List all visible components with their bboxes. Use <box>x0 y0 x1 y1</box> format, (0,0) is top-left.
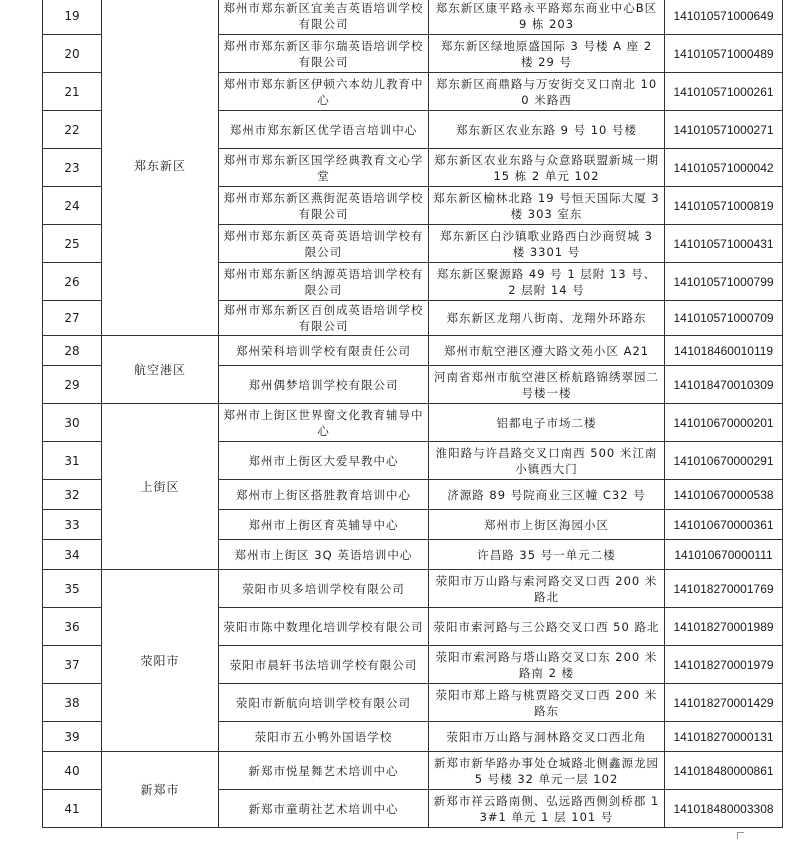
row-number: 25 <box>43 225 102 263</box>
license-code: 141010571000261 <box>665 73 783 111</box>
institution-address: 郑东新区龙翔八街南、龙翔外环路东 <box>429 301 665 336</box>
institution-name: 新郑市悦星舞艺术培训中心 <box>219 752 429 790</box>
institution-name: 郑州市郑东新区菲尔瑞英语培训学校有限公司 <box>219 35 429 73</box>
row-number: 32 <box>43 480 102 510</box>
institution-address: 郑东新区聚源路 49 号 1 层附 13 号、2 层附 14 号 <box>429 263 665 301</box>
license-code: 141018460010119 <box>665 336 783 366</box>
institution-address: 济源路 89 号院商业三区幢 C32 号 <box>429 480 665 510</box>
row-number: 24 <box>43 187 102 225</box>
row-number: 29 <box>43 366 102 404</box>
license-code: 141010571000042 <box>665 149 783 187</box>
institution-name: 荥阳市陈中数理化培训学校有限公司 <box>219 608 429 646</box>
row-number: 35 <box>43 570 102 608</box>
institution-table <box>42 0 783 828</box>
row-number: 27 <box>43 301 102 336</box>
license-code: 141010670000361 <box>665 510 783 540</box>
license-code: 141018270001979 <box>665 646 783 684</box>
institution-name: 郑州荣科培训学校有限责任公司 <box>219 336 429 366</box>
institution-address: 郑东新区商鼎路与万安街交叉口南北 100 米路西 <box>429 73 665 111</box>
institution-name: 荥阳市晨轩书法培训学校有限公司 <box>219 646 429 684</box>
institution-address: 荥阳市郑上路与桃贾路交叉口西 200 米路东 <box>429 684 665 722</box>
row-number: 34 <box>43 540 102 570</box>
license-code: 141018270001429 <box>665 684 783 722</box>
row-number: 40 <box>43 752 102 790</box>
license-code: 141010571000709 <box>665 301 783 336</box>
institution-name: 郑州市郑东新区宜美吉英语培训学校有限公司 <box>219 0 429 35</box>
institution-address: 郑东新区白沙镇歌业路西白沙商贸城 3 楼 3301 号 <box>429 225 665 263</box>
institution-address: 郑州市上街区海园小区 <box>429 510 665 540</box>
table-body <box>43 0 783 828</box>
row-number: 36 <box>43 608 102 646</box>
row-number: 26 <box>43 263 102 301</box>
row-number: 20 <box>43 35 102 73</box>
row-number: 19 <box>43 0 102 35</box>
institution-name: 荥阳市五小鸭外国语学校 <box>219 722 429 752</box>
license-code: 141018480000861 <box>665 752 783 790</box>
institution-name: 新郑市童萌社艺术培训中心 <box>219 790 429 828</box>
license-code: 141010670000201 <box>665 404 783 442</box>
row-number: 23 <box>43 149 102 187</box>
institution-name: 郑州市郑东新区伊顿六本幼儿教育中心 <box>219 73 429 111</box>
license-code: 141010571000799 <box>665 263 783 301</box>
license-code: 141010571000489 <box>665 35 783 73</box>
license-code: 141018470010309 <box>665 366 783 404</box>
institution-address: 郑东新区榆林北路 19 号恒天国际大厦 3 楼 303 室东 <box>429 187 665 225</box>
institution-address: 淮阳路与许昌路交叉口南西 500 米江南小镇西大门 <box>429 442 665 480</box>
district-cell: 荥阳市 <box>102 570 219 752</box>
institution-address: 新郑市祥云路南侧、弘远路西侧剑桥郡 13#1 单元 1 层 101 号 <box>429 790 665 828</box>
row-number: 37 <box>43 646 102 684</box>
license-code: 141010571000271 <box>665 111 783 149</box>
institution-name: 郑州市上街区大爱早教中心 <box>219 442 429 480</box>
license-code: 141010571000819 <box>665 187 783 225</box>
institution-name: 郑州市上街区 3Q 英语培训中心 <box>219 540 429 570</box>
institution-name: 郑州市上街区育英辅导中心 <box>219 510 429 540</box>
district-cell: 新郑市 <box>102 752 219 828</box>
row-number: 41 <box>43 790 102 828</box>
row-number: 21 <box>43 73 102 111</box>
table-row <box>43 404 783 442</box>
row-number: 30 <box>43 404 102 442</box>
row-number: 33 <box>43 510 102 540</box>
institution-address: 郑东新区农业东路 9 号 10 号楼 <box>429 111 665 149</box>
table-row <box>43 752 783 790</box>
institution-name: 郑州市郑东新区英奇英语培训学校有限公司 <box>219 225 429 263</box>
district-cell: 航空港区 <box>102 336 219 404</box>
institution-name: 郑州市上街区世界窗文化教育辅导中心 <box>219 404 429 442</box>
license-code: 141018270001769 <box>665 570 783 608</box>
institution-name: 荥阳市新航向培训学校有限公司 <box>219 684 429 722</box>
institution-address: 郑州市航空港区遵大路文苑小区 A21 <box>429 336 665 366</box>
institution-name: 郑州市上街区搭胜教育培训中心 <box>219 480 429 510</box>
institution-address: 许昌路 35 号一单元二楼 <box>429 540 665 570</box>
institution-address: 新郑市新华路办事处仓城路北侧鑫源龙园 5 号楼 32 单元一层 102 <box>429 752 665 790</box>
institution-address: 河南省郑州市航空港区桥航路锦绣翠园二号楼一楼 <box>429 366 665 404</box>
institution-address: 荥阳市索河路与塔山路交叉口东 200 米路南 2 楼 <box>429 646 665 684</box>
row-number: 28 <box>43 336 102 366</box>
row-number: 38 <box>43 684 102 722</box>
table-row <box>43 336 783 366</box>
institution-name: 郑州偶梦培训学校有限公司 <box>219 366 429 404</box>
institution-name: 郑州市郑东新区优学语言培训中心 <box>219 111 429 149</box>
row-number: 39 <box>43 722 102 752</box>
institution-name: 荥阳市贝多培训学校有限公司 <box>219 570 429 608</box>
institution-address: 郑东新区农业东路与众意路联盟新城一期 15 栋 2 单元 102 <box>429 149 665 187</box>
institution-name: 郑州市郑东新区纳源英语培训学校有限公司 <box>219 263 429 301</box>
license-code: 141010670000111 <box>665 540 783 570</box>
institution-address: 郑东新区康平路永平路郑东商业中心B区 9 栋 203 <box>429 0 665 35</box>
license-code: 141018270000131 <box>665 722 783 752</box>
institution-address: 铝都电子市场二楼 <box>429 404 665 442</box>
institution-name: 郑州市郑东新区国学经典教育文心学堂 <box>219 149 429 187</box>
institution-name: 郑州市郑东新区燕街泥英语培训学校有限公司 <box>219 187 429 225</box>
institution-address: 荥阳市索河路与三公路交叉口西 50 路北 <box>429 608 665 646</box>
institution-address: 荥阳市万山路与洞林路交叉口西北角 <box>429 722 665 752</box>
license-code: 141018270001989 <box>665 608 783 646</box>
institution-address: 郑东新区绿地原盛国际 3 号楼 A 座 2 楼 29 号 <box>429 35 665 73</box>
institution-name: 郑州市郑东新区百创成英语培训学校有限公司 <box>219 301 429 336</box>
table-row <box>43 0 783 35</box>
license-code: 141010670000538 <box>665 480 783 510</box>
license-code: 141010571000431 <box>665 225 783 263</box>
district-cell: 郑东新区 <box>102 0 219 336</box>
row-number: 22 <box>43 111 102 149</box>
table-row <box>43 570 783 608</box>
license-code: 141010670000291 <box>665 442 783 480</box>
license-code: 141010571000649 <box>665 0 783 35</box>
page-corner-mark <box>737 832 744 839</box>
license-code: 141018480003308 <box>665 790 783 828</box>
row-number: 31 <box>43 442 102 480</box>
institution-address: 荥阳市万山路与索河路交叉口西 200 米路北 <box>429 570 665 608</box>
district-cell: 上街区 <box>102 404 219 570</box>
